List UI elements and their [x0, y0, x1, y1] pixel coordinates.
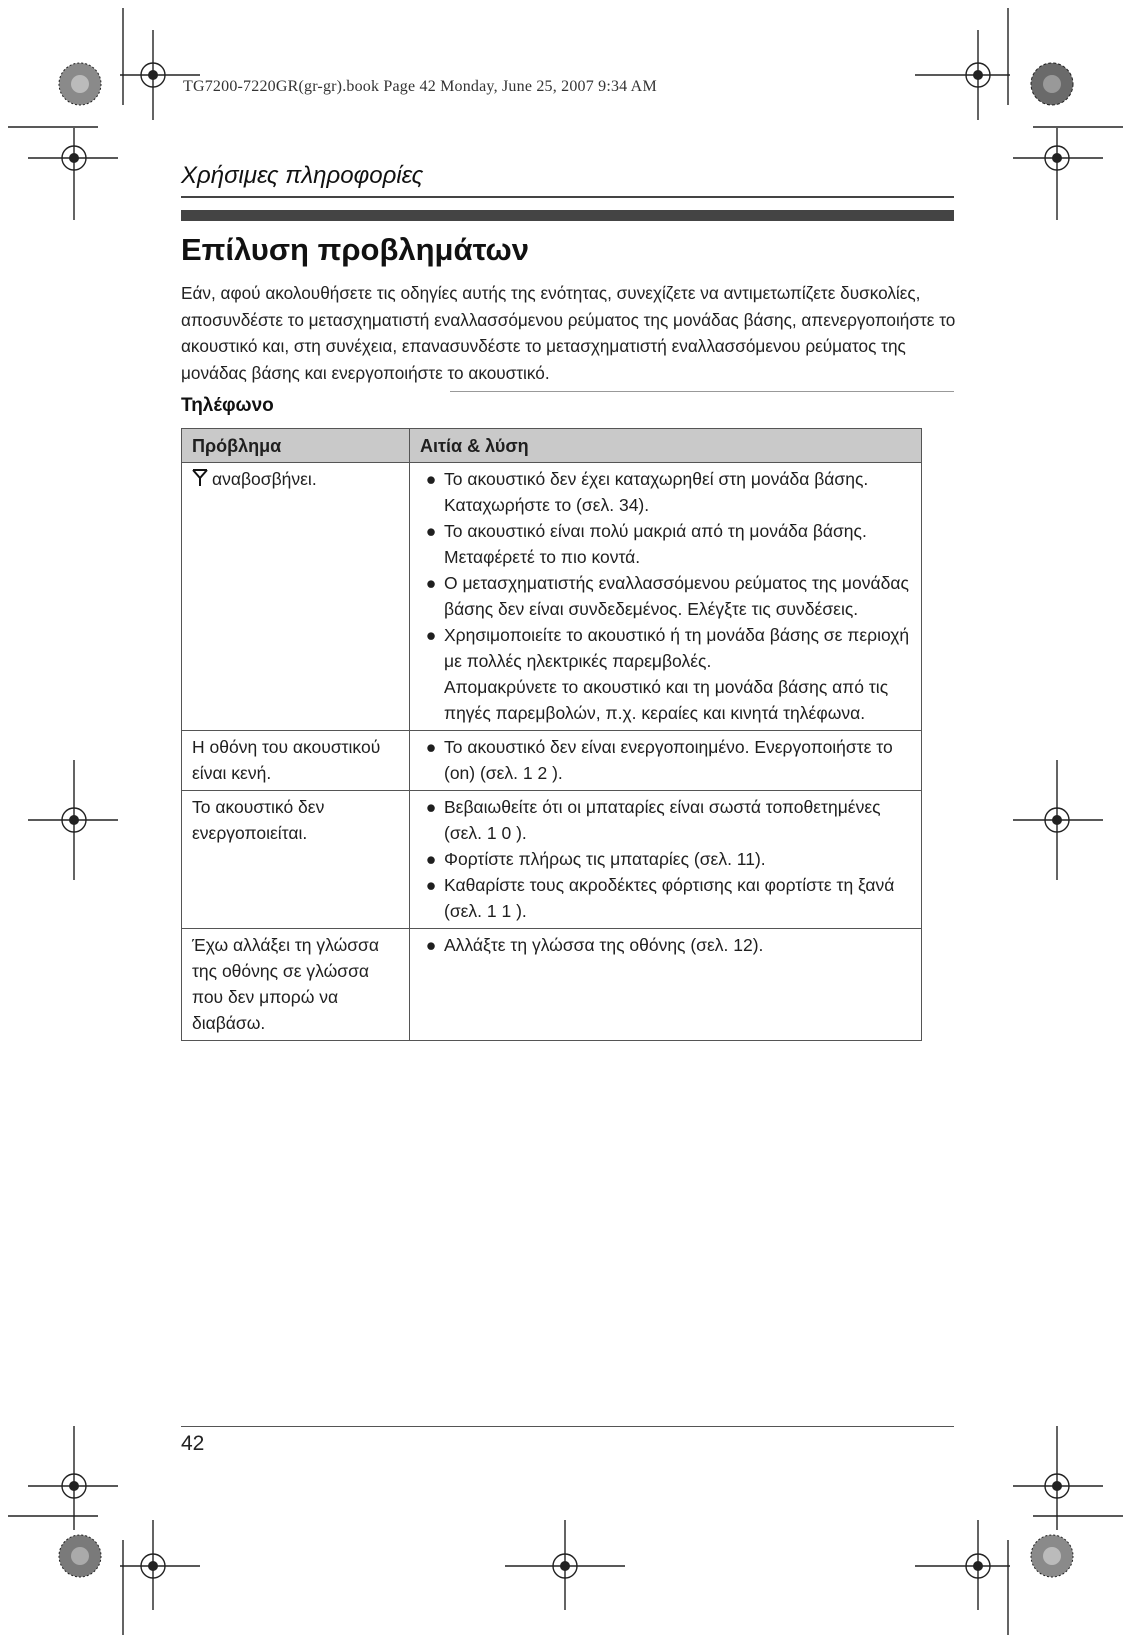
cause-item [420, 518, 911, 570]
problem-text: Η οθόνη του ακουστικού είναι κενή. [192, 737, 381, 783]
title-bar [181, 210, 954, 221]
cause-item [420, 932, 911, 958]
problem-cell [182, 463, 410, 731]
bullet-icon: ● [425, 875, 437, 895]
bullet-icon: ● [425, 469, 437, 489]
cause-text: Αλλάξτε τη γλώσσα της οθόνης (σελ. 12). [444, 935, 764, 955]
cause-item [420, 872, 911, 924]
problem-cell [182, 731, 410, 791]
bullet-icon: ● [425, 573, 437, 593]
subheading-telephone: Τηλέφωνο [181, 395, 274, 416]
cause-text: Καθαρίστε τους ακροδέκτες φόρτισης και φορτίστε τη ξανά (σελ. 1 1 ). [444, 875, 895, 921]
bullet-icon: ● [425, 521, 437, 541]
column-header-problem: Πρόβλημα [182, 429, 410, 463]
bullet-icon: ● [425, 625, 437, 645]
cause-text: Φορτίστε πλήρως τις μπαταρίες (σελ. 11). [444, 849, 766, 869]
problem-text: Το ακουστικό δεν ενεργοποιείται. [192, 797, 325, 843]
table-row [182, 463, 922, 731]
cause-cell [410, 731, 922, 791]
antenna-icon [192, 468, 212, 494]
book-header: TG7200-7220GR(gr-gr).book Page 42 Monday, June 25, 2007 9:34 AM [183, 78, 657, 95]
cause-text: Το ακουστικό δεν είναι ενεργοποιημένο. Ενεργοποιήστε το (on) (σελ. 1 2 ). [444, 737, 893, 783]
problem-cell [182, 929, 410, 1041]
table-row [182, 731, 922, 791]
cause-text: Χρησιμοποιείτε το ακουστικό ή τη μονάδα βάσης σε περιοχή με πολλές ηλεκτρικές παρεμβολές. [444, 625, 910, 671]
section-label: Χρήσιμες πληροφορίες [181, 162, 424, 189]
table-row [182, 791, 922, 929]
cause-item [420, 794, 911, 846]
bullet-icon: ● [425, 849, 437, 869]
troubleshooting-table [181, 428, 922, 1041]
problem-cell [182, 791, 410, 929]
cause-cell [410, 463, 922, 731]
cause-item [420, 466, 911, 518]
footer-rule [181, 1426, 954, 1427]
cause-text: Ο μετασχηματιστής εναλλασσόμενου ρεύματος της μονάδας βάσης δεν είναι συνδεδεμένος. Ελέγξτε τις συνδέσεις. [444, 573, 909, 619]
page-title: Επίλυση προβλημάτων [181, 232, 529, 267]
cause-item [420, 570, 911, 622]
cause-cell [410, 791, 922, 929]
cause-cell [410, 929, 922, 1041]
cause-item [420, 734, 911, 786]
problem-text: αναβοσβήνει. [212, 469, 317, 489]
cause-item [420, 846, 911, 872]
table-body [182, 463, 922, 1041]
table-row [182, 929, 922, 1041]
section-rule [181, 196, 954, 198]
table-header-row [182, 429, 922, 463]
cause-note: Απομακρύνετε το ακουστικό και τη μονάδα βάσης από τις πηγές παρεμβολών, π.χ. κεραίες και κινητά τηλέφωνα. [444, 677, 889, 723]
subheading-rule [450, 391, 954, 392]
bullet-icon: ● [425, 935, 437, 955]
bullet-icon: ● [425, 737, 437, 757]
cause-text: Βεβαιωθείτε ότι οι μπαταρίες είναι σωστά τοποθετημένες (σελ. 1 0 ). [444, 797, 881, 843]
intro-paragraph: Εάν, αφού ακολουθήσετε τις οδηγίες αυτής της ενότητας, συνεχίζετε να αντιμετωπίζετε δυσκολίες, αποσυνδέστε το μετασχηματιστή εναλλασσόμενου ρεύματος της μονάδας βάσης, απενεργοποιήστε το ακουστικό και, στη συνέχεια, επανασυνδέστε το μετασχηματιστή εναλλασσόμενου ρεύματος της μονάδας βάσης και ενεργοποιήστε το ακουστικό. [181, 283, 956, 383]
cause-text: Το ακουστικό είναι πολύ μακριά από τη μονάδα βάσης. Μεταφέρετέ το πιο κοντά. [444, 521, 867, 567]
column-header-cause: Αιτία & λύση [410, 429, 922, 463]
bullet-icon: ● [425, 797, 437, 817]
page-number: 42 [181, 1432, 205, 1455]
problem-text: Έχω αλλάξει τη γλώσσα της οθόνης σε γλώσσα που δεν μπορώ να διαβάσω. [192, 935, 379, 1033]
cause-text: Το ακουστικό δεν έχει καταχωρηθεί στη μονάδα βάσης. Καταχωρήστε το (σελ. 34). [444, 469, 869, 515]
cause-item [420, 622, 911, 674]
